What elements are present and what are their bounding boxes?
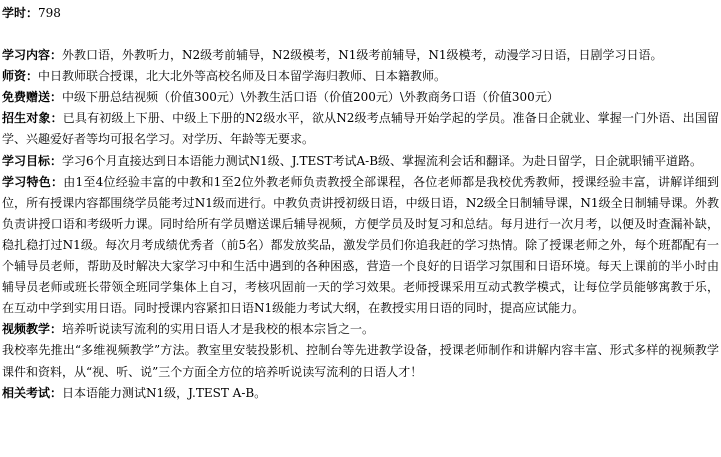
exam-value: 日本语能力测试N1级，J.TEST A-B。	[62, 385, 267, 400]
goal-value: 学习6个月直接达到日本语能力测试N1级、J.TEST考试A-B级、掌握流利会话和翻译。为赴日留学，日企就职铺平道路。	[62, 153, 703, 168]
features-label: 学习特色：	[2, 174, 64, 189]
target-row	[2, 108, 719, 150]
goal-row	[2, 151, 719, 172]
target-label: 招生对象：	[2, 111, 63, 126]
teachers-row	[2, 66, 719, 87]
target-value: 已具有初级上下册、中级上下册的N2级水平，欲从N2级考点辅导开始学起的学员。准备日企就业、掌握一门外语、出国留学、兴趣爱好者等均可报名学习。对学历、年龄等无要求。	[2, 111, 719, 147]
course-description	[2, 3, 719, 404]
exam-label: 相关考试：	[2, 385, 63, 400]
exam-row	[2, 383, 719, 404]
content-value: 外教口语，外教听力，N2级考前辅导，N2级模考，N1级考前辅导，N1级模考，动漫学习日语，日剧学习日语。	[62, 48, 663, 63]
hours-value: 798	[38, 6, 61, 20]
teachers-label: 师资：	[2, 69, 39, 84]
video-body: 我校率先推出“多维视频教学”方法。教室里安装投影机、控制台等先进教学设备，授课老师制作和讲解内容丰富、形式多样的视频教学课件和资料，从“视、听、说”三个方面全方位的培养听说读写流利的日语人才！	[2, 343, 719, 379]
features-row	[2, 172, 719, 320]
video-label: 视频教学：	[2, 322, 63, 337]
hours-row	[2, 3, 719, 24]
features-value: 由1至4位经验丰富的中教和1至2位外教老师负责教授全部课程，各位老师都是我校优秀教师，授课经验丰富，讲解详细到位，所有授课内容都围绕学员能考过N1级而进行。中教负责讲授初级日语，中级日语，N2级全日制辅导课，N1级全日制辅导课。外教负责讲授口语和考级听力课。同时给所有学员赠送课后辅导视频，方便学员及时复习和总结。每月进行一次月考，以便及时查漏补缺，稳扎稳打过N1级。每次月考成绩优秀者（前5名）都发放奖品，激发学员们你追我赶的学习热情。除了授课老师之外，每个班都配有一个辅导员老师，帮助及时解决大家学习中和生活中遇到的各种困惑，营造一个良好的日语学习氛围和日语环境。每天上课前的半小时由辅导员老师或班长带领全班同学集体上自习，考核巩固前一天的学习效果。老师授课采用互动式教学模式，让每位学员能够寓教于乐，在互动中学到实用日语。同时授课内容紧扣日语N1级能力考试大纲，在教授实用日语的同时，提高应试能力。	[2, 174, 719, 316]
gifts-row	[2, 87, 719, 108]
content-row	[2, 45, 719, 66]
hours-label: 学时：	[2, 6, 39, 20]
content-label: 学习内容：	[2, 48, 63, 63]
video-row	[2, 319, 719, 340]
teachers-value: 中日教师联合授课，北大北外等高校名师及日本留学海归教师、日本籍教师。	[38, 69, 447, 84]
video-value: 培养听说读写流利的实用日语人才是我校的根本宗旨之一。	[62, 322, 375, 337]
gifts-label: 免费赠送：	[2, 90, 63, 105]
gifts-value: 中级下册总结视频（价值300元）\外教生活口语（价值200元）\外教商务口语（价值300元）	[62, 90, 559, 105]
goal-label: 学习目标：	[2, 153, 63, 168]
blank-line	[2, 24, 719, 45]
